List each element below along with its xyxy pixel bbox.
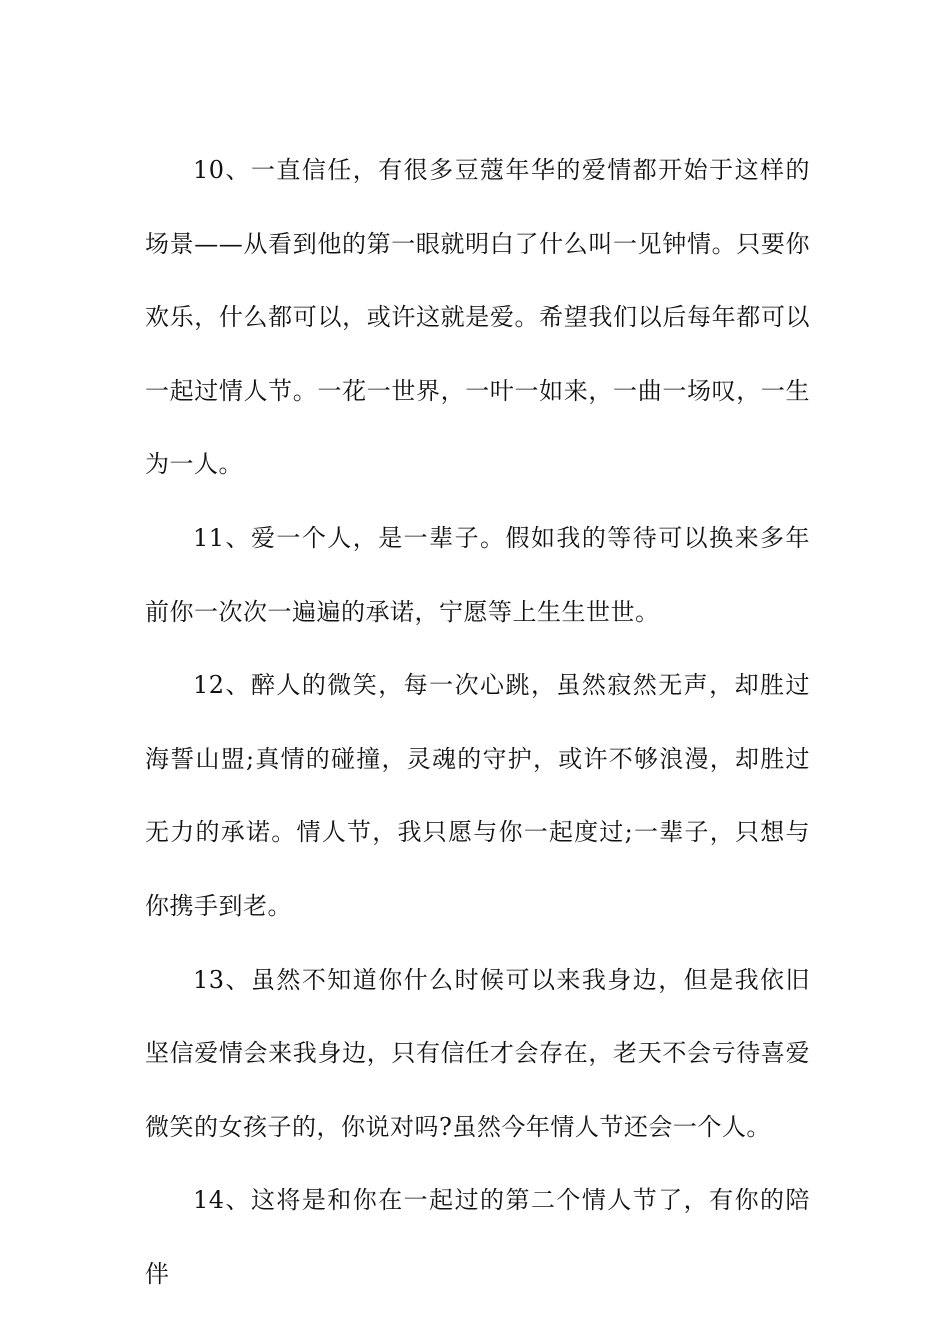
document-body bbox=[145, 134, 810, 1312]
paragraph-13: 13、虽然不知道你什么时候可以来我身边，但是我依旧坚信爱情会来我身边，只有信任才会存在，老天不会亏待喜爱微笑的女孩子的，你说对吗?虽然今年情人节还会一个人。 bbox=[145, 965, 810, 1141]
paragraph-11: 11、爱一个人，是一辈子。假如我的等待可以换来多年前你一次次一遍遍的承诺，宁愿等上生生世世。 bbox=[145, 523, 810, 626]
paragraph-14: 14、这将是和你在一起过的第二个情人节了，有你的陪伴 bbox=[145, 1186, 810, 1288]
paragraph-12: 12、醉人的微笑，每一次心跳，虽然寂然无声，却胜过海誓山盟;真情的碰撞，灵魂的守护，或许不够浪漫，却胜过无力的承诺。情人节，我只愿与你一起度过;一辈子，只想与你携手到老。 bbox=[145, 671, 810, 920]
paragraph-10: 10、一直信任，有很多豆蔻年华的爱情都开始于这样的场景——从看到他的第一眼就明白了什么叫一见钟情。只要你欢乐，什么都可以，或许这就是爱。希望我们以后每年都可以一起过情人节。一花一世界，一叶一如来，一曲一场叹，一生为一人。 bbox=[145, 156, 810, 479]
